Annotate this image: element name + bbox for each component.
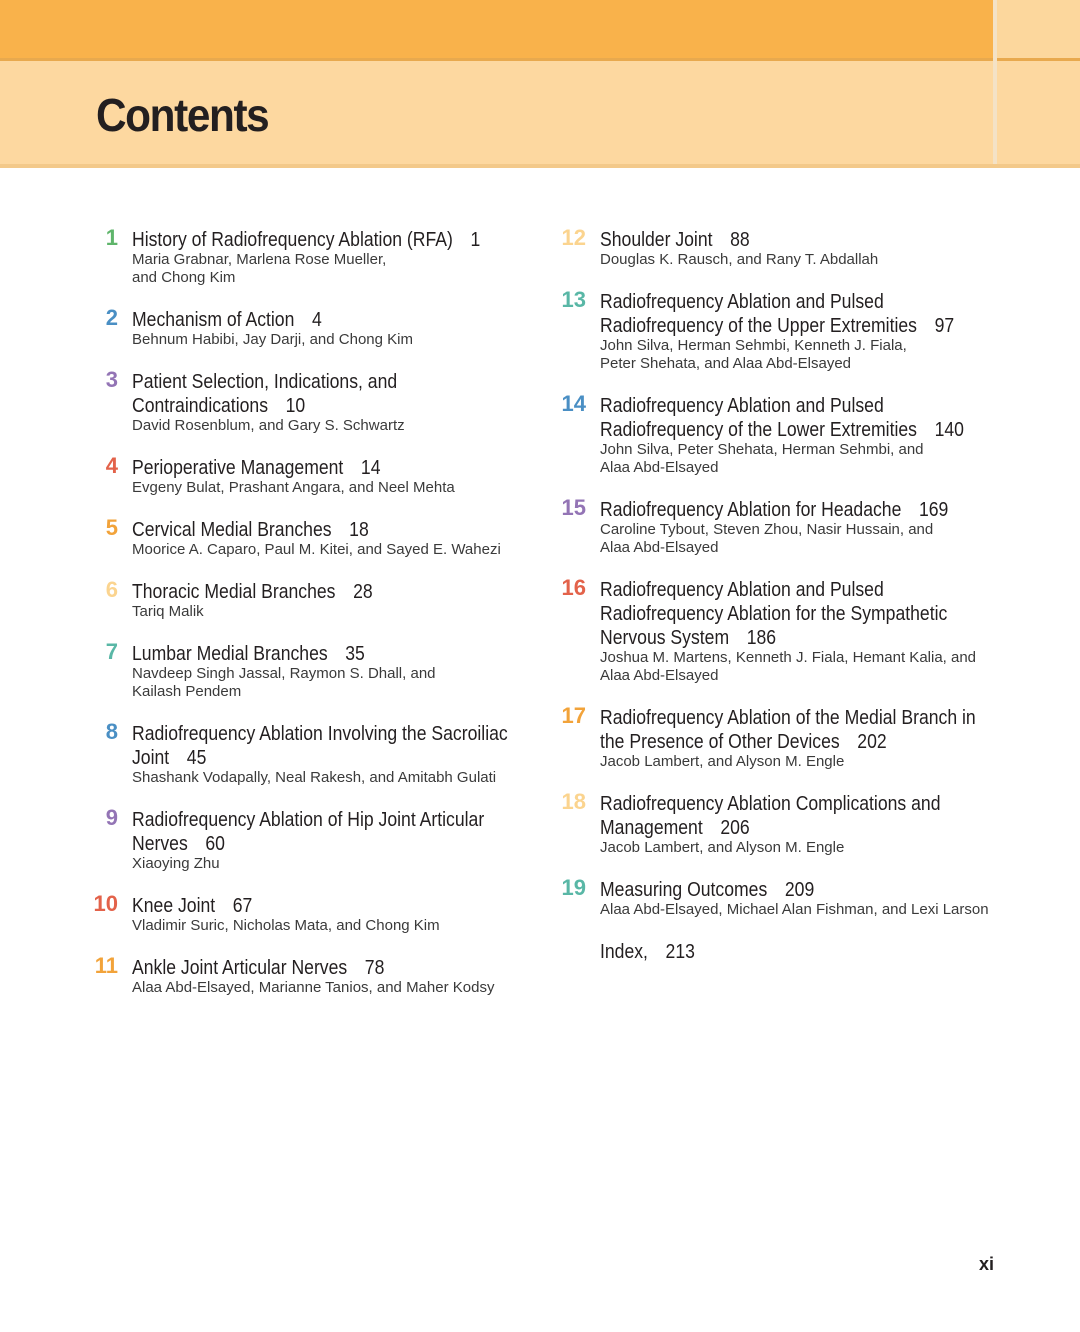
- chapter-title-text: Mechanism of Action: [132, 309, 295, 331]
- chapter-title-text: Radiofrequency Ablation for the Sympathetic: [600, 603, 948, 625]
- chapter-authors: Jacob Lambert, and Alyson M. Engle: [600, 839, 845, 856]
- chapter-title-line: [132, 456, 381, 480]
- chapter-authors: Douglas K. Rausch, and Rany T. Abdallah: [600, 251, 879, 268]
- chapter-title-line: [132, 808, 484, 832]
- chapter-title-line: [600, 602, 947, 626]
- chapter-authors: Jacob Lambert, and Alyson M. Engle: [600, 753, 845, 770]
- chapter-page-number: 1: [470, 229, 481, 251]
- chapter-authors: Joshua M. Martens, Kenneth J. Fiala, Hemant Kalia, and: [600, 649, 977, 666]
- chapter-title-text: Radiofrequency of the Upper Extremities: [600, 315, 917, 337]
- chapter-number: 1: [105, 225, 118, 250]
- chapter-title-line: [132, 746, 206, 770]
- chapter-title-line: [600, 706, 976, 730]
- chapter-title-line: [600, 878, 814, 902]
- chapter-page-number: 60: [205, 833, 225, 855]
- chapter-page-number: 140: [934, 419, 964, 441]
- chapter-title-line: [600, 394, 884, 418]
- chapter-number: 7: [105, 639, 118, 664]
- chapter-page-number: 28: [353, 581, 373, 603]
- chapter-authors: Maria Grabnar, Marlena Rose Mueller,: [132, 251, 387, 268]
- header-band-separator: [993, 0, 997, 166]
- chapter-title-text: Perioperative Management: [132, 457, 344, 479]
- chapter-page-number: 14: [360, 457, 381, 479]
- chapter-authors: Alaa Abd-Elsayed: [600, 667, 719, 684]
- chapter-title-line: [600, 792, 940, 816]
- chapter-authors: Kailash Pendem: [132, 683, 242, 700]
- chapter-number: 14: [561, 391, 586, 416]
- index-label: Index,: [600, 941, 648, 963]
- chapter-number: 9: [105, 805, 118, 830]
- chapter-page-number: 67: [232, 895, 253, 917]
- chapter-title-text: Radiofrequency Ablation and Pulsed: [600, 395, 884, 417]
- chapter-number: 10: [93, 891, 118, 916]
- chapter-title-line: [600, 626, 776, 650]
- chapter-number: 6: [105, 577, 118, 602]
- chapter-authors: Navdeep Singh Jassal, Raymon S. Dhall, and: [132, 665, 436, 682]
- chapter-title-text: Management: [600, 817, 703, 839]
- chapter-title-line: [132, 956, 384, 980]
- header-band-top: [0, 0, 993, 58]
- chapter-title-text: Radiofrequency Ablation of the Medial Branch in: [600, 707, 976, 729]
- chapter-title-text: Shoulder Joint: [600, 229, 713, 251]
- chapter-number: 4: [105, 453, 118, 478]
- chapter-number: 16: [561, 575, 586, 600]
- chapter-title-text: Radiofrequency Ablation and Pulsed: [600, 579, 884, 601]
- chapter-title-line: [600, 578, 884, 602]
- chapter-number: 12: [561, 225, 586, 250]
- chapter-page-number: 78: [364, 957, 385, 979]
- chapter-title-line: [132, 894, 252, 918]
- chapter-page-number: 35: [345, 643, 365, 665]
- index-page: 213: [665, 941, 695, 963]
- chapter-title-text: Nerves: [132, 833, 188, 855]
- chapter-title-line: [600, 418, 964, 442]
- chapter-title-text: Radiofrequency of the Lower Extremities: [600, 419, 917, 441]
- chapter-title-text: Joint: [132, 747, 170, 769]
- chapter-number: 19: [561, 875, 586, 900]
- chapter-title-line: [132, 518, 369, 542]
- chapter-authors: Moorice A. Caparo, Paul M. Kitei, and Sayed E. Wahezi: [132, 541, 501, 558]
- chapter-title-line: [600, 730, 887, 754]
- chapter-number: 8: [105, 719, 118, 744]
- chapter-authors: Shashank Vodapally, Neal Rakesh, and Amitabh Gulati: [132, 769, 497, 786]
- chapter-title-text: Ankle Joint Articular Nerves: [132, 957, 348, 979]
- chapter-title-text: Radiofrequency Ablation of Hip Joint Articular: [132, 809, 485, 831]
- chapter-title-line: [132, 580, 373, 604]
- chapter-page-number: 10: [285, 395, 306, 417]
- chapter-authors: Alaa Abd-Elsayed: [600, 459, 719, 476]
- chapter-title-line: [132, 394, 305, 418]
- chapter-title-line: [132, 228, 480, 252]
- chapter-authors: John Silva, Peter Shehata, Herman Sehmbi, and: [600, 441, 924, 458]
- chapter-number: 11: [94, 953, 118, 978]
- chapter-title-line: [132, 308, 322, 332]
- chapter-title-line: [600, 314, 954, 338]
- page-folio: xi: [979, 1254, 995, 1274]
- chapter-title-text: the Presence of Other Devices: [600, 731, 840, 753]
- chapter-title-line: [132, 642, 365, 666]
- chapter-title-text: Knee Joint: [132, 895, 216, 917]
- chapter-title-text: Nervous System: [600, 627, 730, 649]
- chapter-page-number: 186: [746, 627, 777, 649]
- chapter-number: 17: [561, 703, 586, 728]
- chapter-page-number: 4: [311, 309, 322, 331]
- chapter-authors: Vladimir Suric, Nicholas Mata, and Chong Kim: [132, 917, 440, 934]
- chapter-title-line: [132, 832, 225, 856]
- chapter-title-text: History of Radiofrequency Ablation (RFA): [132, 229, 453, 251]
- chapter-title-text: Lumbar Medial Branches: [132, 643, 328, 665]
- chapter-page-number: 202: [857, 731, 887, 753]
- header-band-top-right: [997, 0, 1080, 58]
- chapter-number: 18: [561, 789, 586, 814]
- chapter-page-number: 209: [784, 879, 815, 901]
- chapter-title-text: Radiofrequency Ablation Complications and: [600, 793, 941, 815]
- chapter-number: 2: [105, 305, 118, 330]
- chapter-page-number: 169: [918, 499, 949, 521]
- chapter-authors: Evgeny Bulat, Prashant Angara, and Neel Mehta: [132, 479, 455, 496]
- chapter-authors: Tariq Malik: [132, 603, 204, 620]
- chapter-title-text: Measuring Outcomes: [600, 879, 768, 901]
- chapter-title-line: [132, 370, 397, 394]
- chapter-page-number: 97: [934, 315, 955, 337]
- header-band-right: [997, 61, 1080, 164]
- chapter-title-line: [600, 228, 750, 252]
- chapter-title-text: Radiofrequency Ablation and Pulsed: [600, 291, 884, 313]
- chapter-authors: Behnum Habibi, Jay Darji, and Chong Kim: [132, 331, 413, 348]
- chapter-title-text: Patient Selection, Indications, and: [132, 371, 398, 393]
- chapter-authors: Caroline Tybout, Steven Zhou, Nasir Hussain, and: [600, 521, 934, 538]
- header-band-bottom: [0, 164, 1080, 168]
- chapter-authors: Xiaoying Zhu: [132, 855, 220, 872]
- chapter-authors: Alaa Abd-Elsayed: [600, 539, 719, 556]
- chapter-number: 3: [105, 367, 118, 392]
- chapter-page-number: 206: [720, 817, 750, 839]
- chapter-title-line: [132, 722, 508, 746]
- chapter-authors: and Chong Kim: [132, 269, 236, 286]
- chapter-page-number: 45: [186, 747, 207, 769]
- chapter-page-number: 88: [730, 229, 750, 251]
- chapter-number: 13: [561, 287, 586, 312]
- chapter-title-line: [600, 290, 884, 314]
- chapter-authors: David Rosenblum, and Gary S. Schwartz: [132, 417, 405, 434]
- chapter-title-text: Radiofrequency Ablation Involving the Sacroiliac: [132, 723, 508, 745]
- chapter-authors: Alaa Abd-Elsayed, Michael Alan Fishman, and Lexi Larson: [600, 901, 989, 918]
- chapter-title-text: Contraindications: [132, 395, 268, 417]
- chapter-page-number: 18: [349, 519, 369, 541]
- chapter-title-text: Thoracic Medial Branches: [132, 581, 336, 603]
- chapter-title-line: [600, 816, 750, 840]
- page-title: Contents: [96, 89, 269, 141]
- chapter-number: 15: [561, 495, 586, 520]
- chapter-authors: Peter Shehata, and Alaa Abd-Elsayed: [600, 355, 852, 372]
- chapter-title-text: Cervical Medial Branches: [132, 519, 332, 541]
- chapter-authors: Alaa Abd-Elsayed, Marianne Tanios, and Maher Kodsy: [132, 979, 495, 996]
- chapter-title-text: Radiofrequency Ablation for Headache: [600, 499, 902, 521]
- chapter-authors: John Silva, Herman Sehmbi, Kenneth J. Fiala,: [600, 337, 907, 354]
- chapter-number: 5: [105, 515, 118, 540]
- chapter-title-line: [600, 498, 948, 522]
